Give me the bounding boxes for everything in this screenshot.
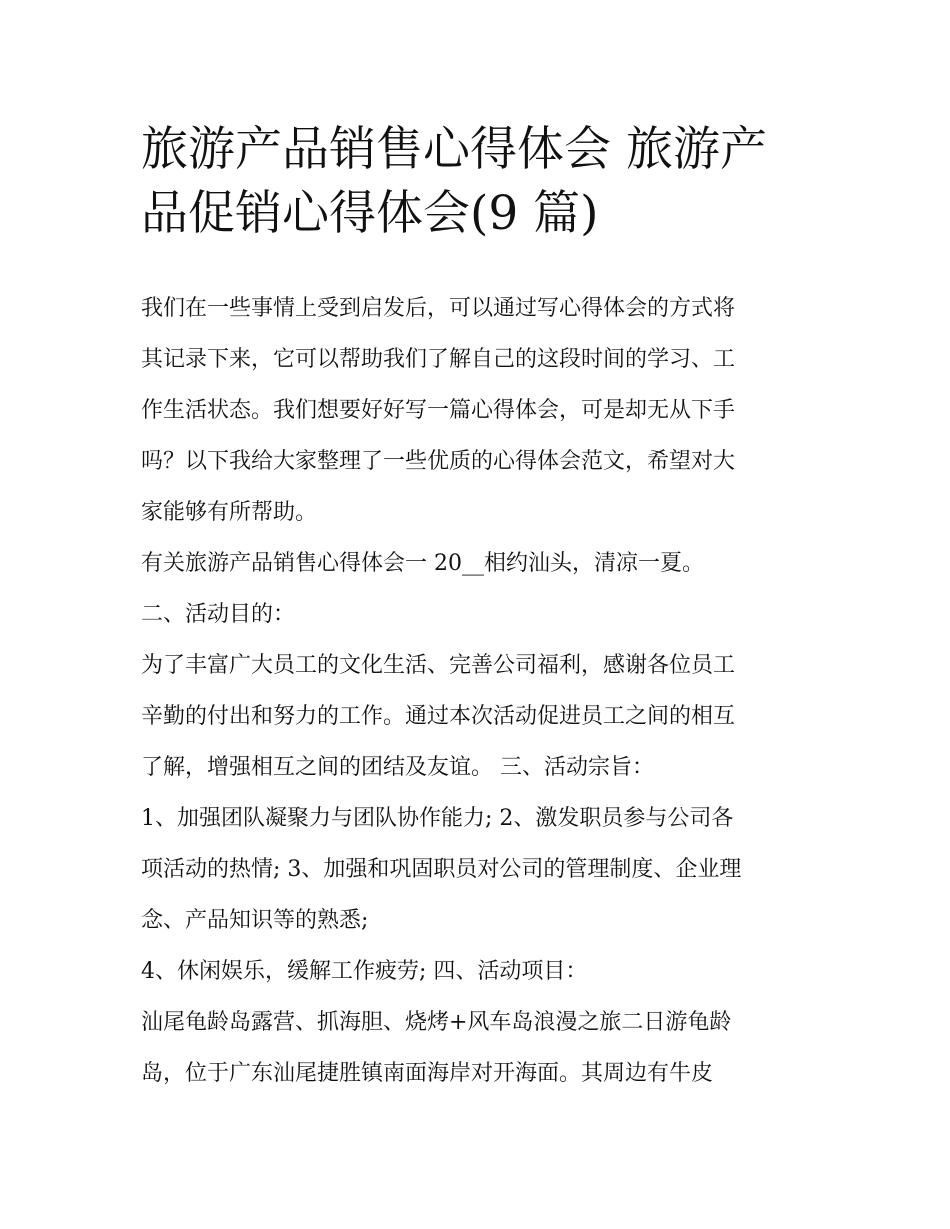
document-content [141,118,813,1099]
text-line: 我们在一些事情上受到启发后，可以通过写心得体会的方式将 [141,296,736,321]
document-title [141,118,813,246]
purpose-heading [141,589,813,640]
aims-paragraph [141,793,813,946]
text-line: 项活动的热情; 3、加强和巩固职员对公司的管理制度、企业理 [141,857,742,882]
intro-paragraph [141,283,813,538]
text-line: 有关旅游产品销售心得体会一 20__相约汕头，清凉一夏。 [141,551,704,576]
text-line: 念、产品知识等的熟悉; [141,908,369,933]
text-line: 其记录下来，它可以帮助我们了解自己的这段时间的学习、工 [141,347,736,372]
text-line: 二、活动目的： [141,602,296,627]
activities-heading [141,946,813,997]
section-heading-paragraph [141,538,813,589]
text-line: 为了丰富广大员工的文化生活、完善公司福利，感谢各位员工 [141,653,736,678]
purpose-paragraph [141,640,813,793]
destination-paragraph [141,997,813,1099]
text-line: 吗？以下我给大家整理了一些优质的心得体会范文，希望对大 [141,449,736,474]
text-line: 作生活状态。我们想要好好写一篇心得体会，可是却无从下手 [141,398,736,423]
text-line: 辛勤的付出和努力的工作。通过本次活动促进员工之间的相互 [141,704,736,729]
text-line: 1、加强团队凝聚力与团队协作能力; 2、激发职员参与公司各 [141,806,734,831]
title-line: 旅游产品销售心得体会 旅游产 [141,122,767,177]
text-line: 家能够有所帮助。 [141,500,318,525]
text-line: 了解，增强相互之间的团结及友谊。 三、活动宗旨： [141,755,654,780]
text-line: 岛，位于广东汕尾捷胜镇南面海岸对开海面。其周边有牛皮 [141,1061,714,1086]
title-line: 品促销心得体会(9 篇) [141,186,599,241]
text-line: 汕尾龟龄岛露营、抓海胆、烧烤+风车岛浪漫之旅二日游龟龄 [141,1010,732,1035]
text-line: 4、休闲娱乐，缓解工作疲劳; 四、活动项目： [141,959,588,984]
